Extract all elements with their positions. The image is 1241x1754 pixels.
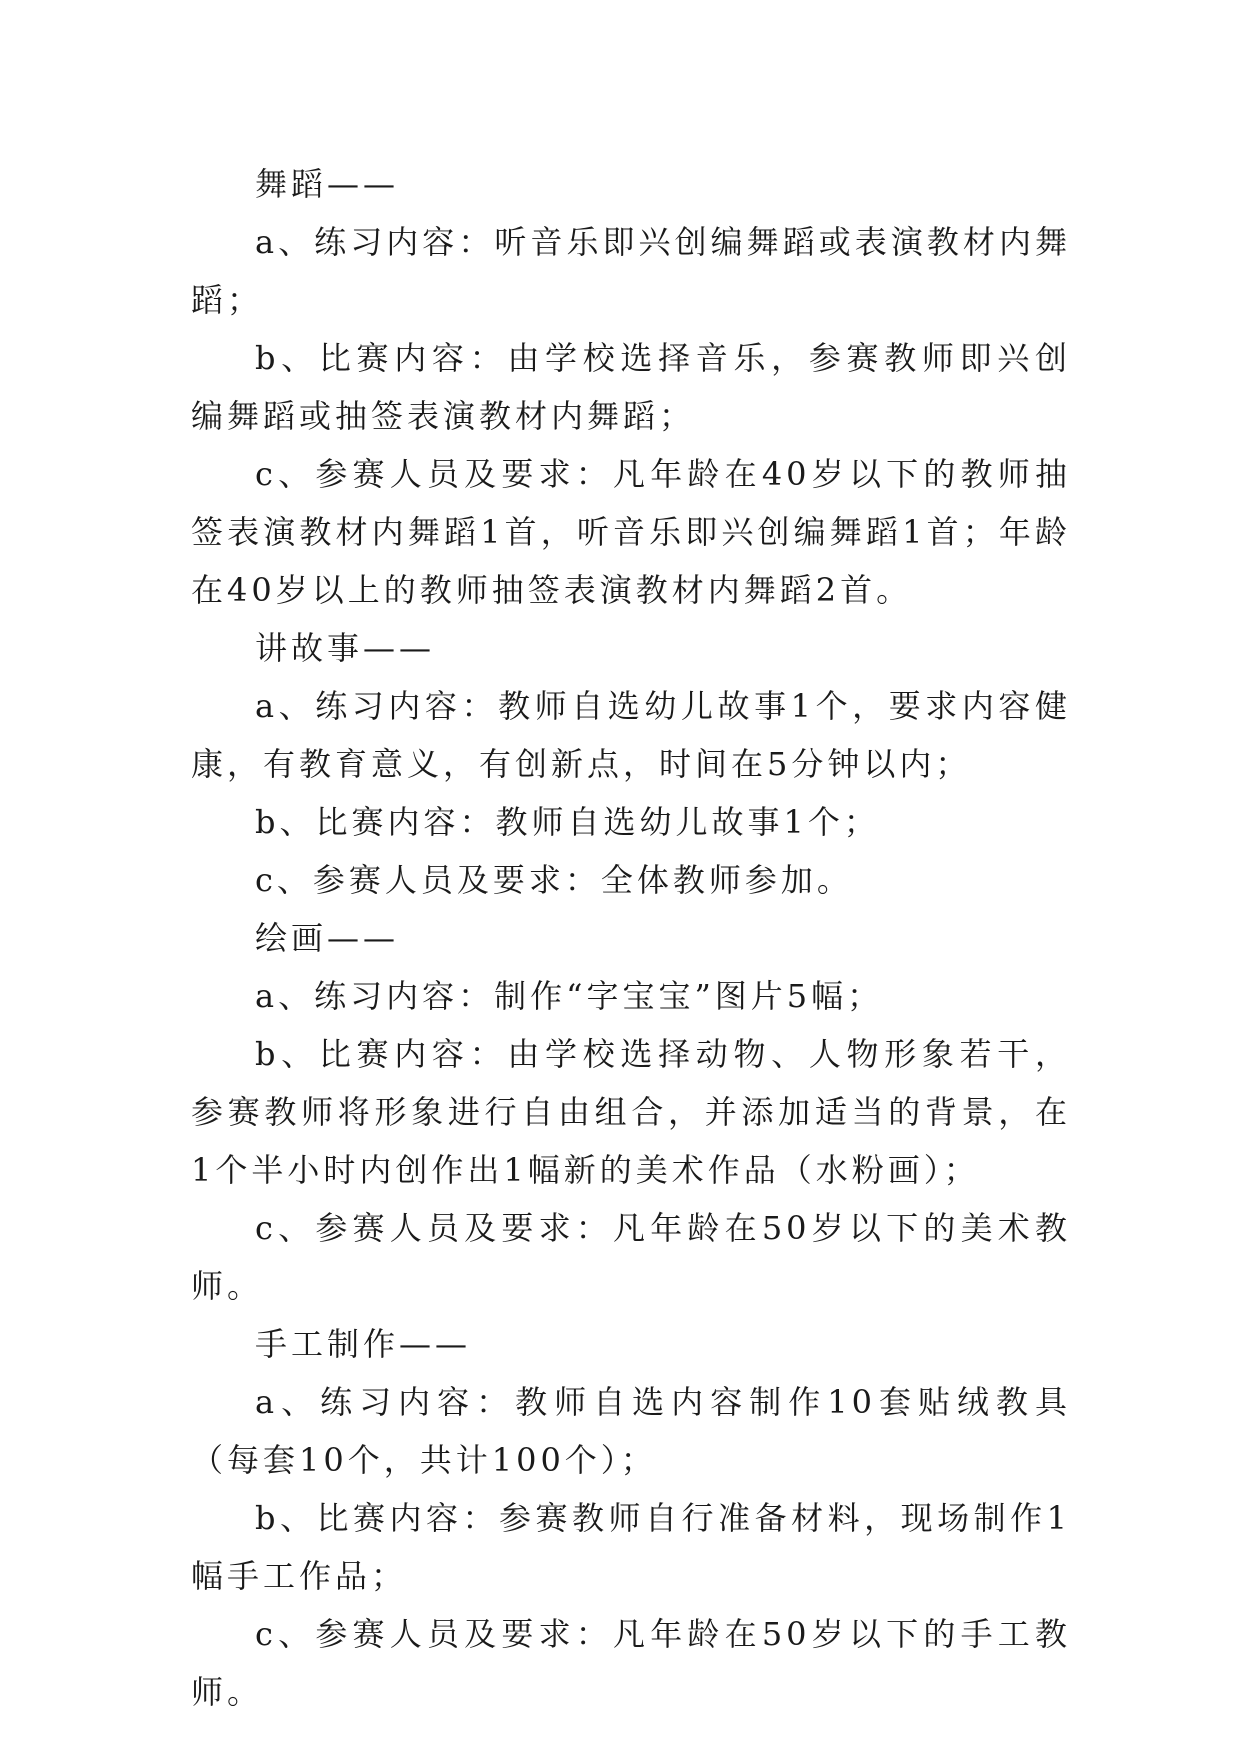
section-heading-storytelling: 讲故事—— xyxy=(255,629,436,667)
section-heading-painting: 绘画—— xyxy=(255,919,400,957)
painting-competition-content: b、比赛内容：由学校选择动物、人物形象若干，参赛教师将形象进行自由组合，并添加适当的背景，在1个半小时内创作出1幅新的美术作品（水粉画）； xyxy=(191,1035,1071,1189)
handicraft-competition-content: b、比赛内容：参赛教师自行准备材料，现场制作1幅手工作品； xyxy=(191,1499,1071,1595)
painting-participants-requirements: c、参赛人员及要求：凡年龄在50岁以下的美术教师。 xyxy=(191,1209,1071,1305)
handicraft-participants-requirements: c、参赛人员及要求：凡年龄在50岁以下的手工教师。 xyxy=(191,1615,1071,1711)
storytelling-competition-content: b、比赛内容：教师自选幼儿故事1个； xyxy=(255,803,880,841)
dance-practice-content: a、练习内容：听音乐即兴创编舞蹈或表演教材内舞蹈； xyxy=(191,223,1071,319)
section-heading-dance: 舞蹈—— xyxy=(255,165,400,203)
document-body xyxy=(191,155,1071,1721)
dance-competition-content: b、比赛内容：由学校选择音乐，参赛教师即兴创编舞蹈或抽签表演教材内舞蹈； xyxy=(191,339,1071,435)
storytelling-practice-content: a、练习内容：教师自选幼儿故事1个，要求内容健康，有教育意义，有创新点，时间在5分钟以内； xyxy=(191,687,1071,783)
storytelling-participants-requirements: c、参赛人员及要求：全体教师参加。 xyxy=(255,861,853,899)
dance-participants-requirements: c、参赛人员及要求：凡年龄在40岁以下的教师抽签表演教材内舞蹈1首，听音乐即兴创编舞蹈1首；年龄在40岁以上的教师抽签表演教材内舞蹈2首。 xyxy=(191,455,1071,609)
handicraft-practice-content: a、练习内容：教师自选内容制作10套贴绒教具（每套10个，共计100个）； xyxy=(191,1383,1071,1479)
section-heading-handicraft: 手工制作—— xyxy=(255,1325,472,1363)
painting-practice-content: a、练习内容：制作“字宝宝”图片5幅； xyxy=(255,977,884,1015)
